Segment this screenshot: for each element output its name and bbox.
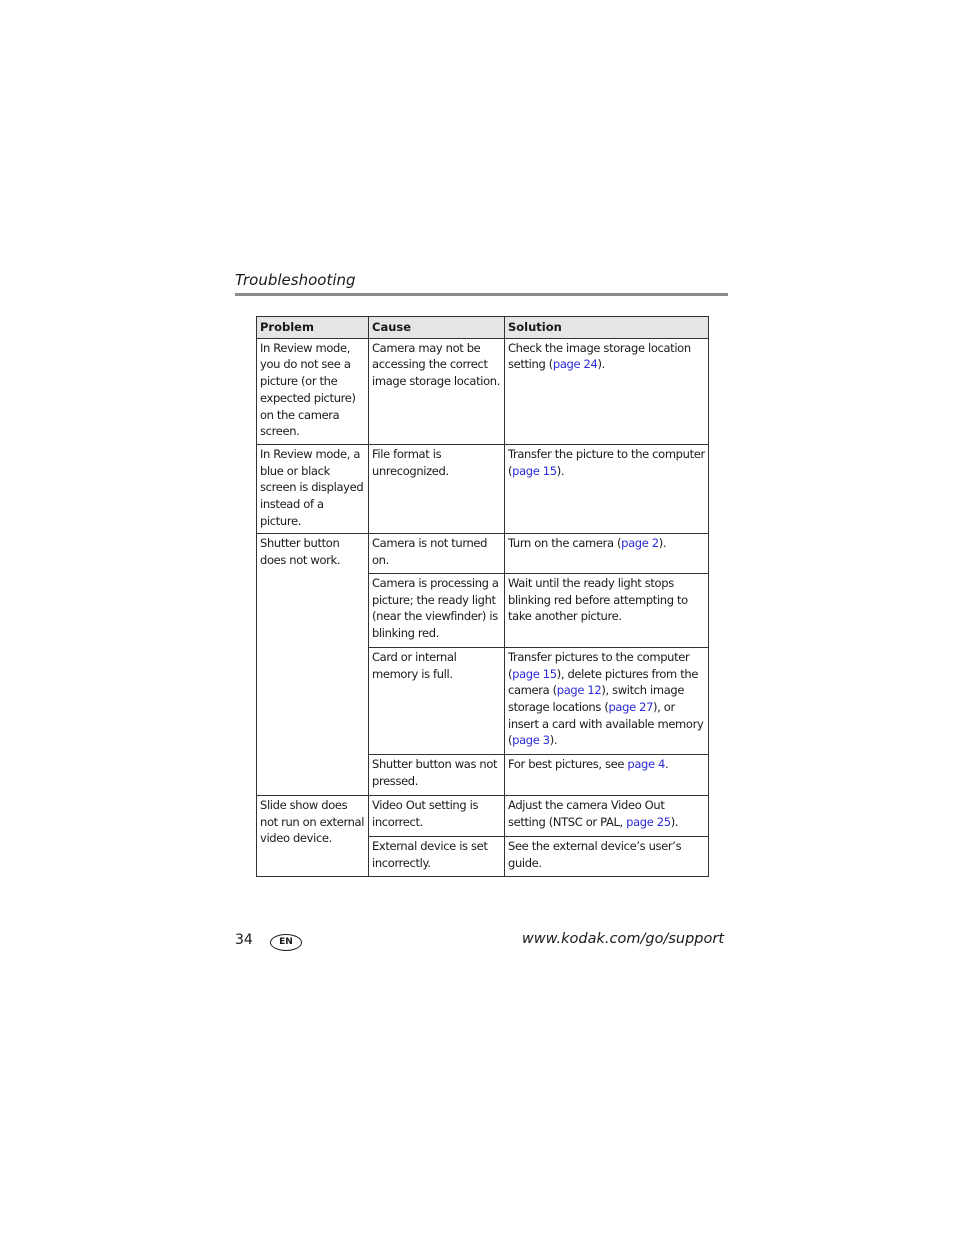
cause-cell: File format is unrecognized. [369, 444, 505, 534]
support-url[interactable]: www.kodak.com/go/support [521, 931, 724, 947]
page-footer [235, 930, 728, 954]
solution-cell: See the external device’s user’s guide. [505, 836, 709, 876]
problem-cell: Slide show does not run on external video device. [257, 795, 369, 876]
table-row [257, 444, 709, 534]
page-link[interactable]: page 2 [621, 536, 659, 551]
page-link[interactable]: page 27 [608, 699, 654, 714]
page-header [235, 270, 728, 290]
solution-cell: For best pictures, see page 4. [505, 754, 709, 795]
cause-cell: Camera is processing a picture; the ready light (near the viewfinder) is blinking red. [369, 573, 505, 647]
problem-cell: Shutter button does not work. [257, 534, 369, 795]
column-header-cause: Cause [369, 317, 505, 339]
column-header-solution: Solution [505, 317, 709, 339]
solution-cell: Transfer the picture to the computer (page 15). [505, 444, 709, 534]
problem-cell: In Review mode, a blue or black screen is displayed instead of a picture. [257, 444, 369, 534]
page-link[interactable]: page 15 [512, 463, 557, 478]
cause-cell: Card or internal memory is full. [369, 647, 505, 754]
solution-cell: Turn on the camera (page 2). [505, 534, 709, 573]
solution-cell: Adjust the camera Video Out setting (NTSC or PAL, page 25). [505, 795, 709, 836]
header-rule [235, 293, 728, 296]
page-link[interactable]: page 12 [556, 683, 602, 698]
page-link[interactable]: page 3 [512, 733, 550, 748]
troubleshooting-table [256, 316, 709, 877]
page-link[interactable]: page 15 [512, 666, 557, 681]
cause-cell: Camera is not turned on. [369, 534, 505, 573]
page-link[interactable]: page 25 [626, 814, 671, 829]
solution-cell: Transfer pictures to the computer (page 15), delete pictures from the camera (page 12), switch image storage locations (page 27), or insert a card with available memory (page 3). [505, 647, 709, 754]
problem-cell: In Review mode, you do not see a picture (or the expected picture) on the camera screen. [257, 338, 369, 444]
table-row [257, 795, 709, 836]
column-header-problem: Problem [257, 317, 369, 339]
table-row [257, 338, 709, 444]
section-title: Troubleshooting [235, 271, 356, 289]
solution-cell: Check the image storage location setting (page 24). [505, 338, 709, 444]
page-link[interactable]: page 24 [552, 357, 598, 372]
cause-cell: External device is set incorrectly. [369, 836, 505, 876]
cause-cell: Shutter button was not pressed. [369, 754, 505, 795]
language-badge: EN [270, 934, 302, 951]
cause-cell: Camera may not be accessing the correct image storage location. [369, 338, 505, 444]
page-number: 34 [235, 932, 253, 948]
cause-cell: Video Out setting is incorrect. [369, 795, 505, 836]
page-link[interactable]: page 4 [627, 756, 665, 771]
solution-cell: Wait until the ready light stops blinking red before attempting to take another picture. [505, 573, 709, 647]
table-header-row [257, 317, 709, 339]
table-row [257, 534, 709, 573]
